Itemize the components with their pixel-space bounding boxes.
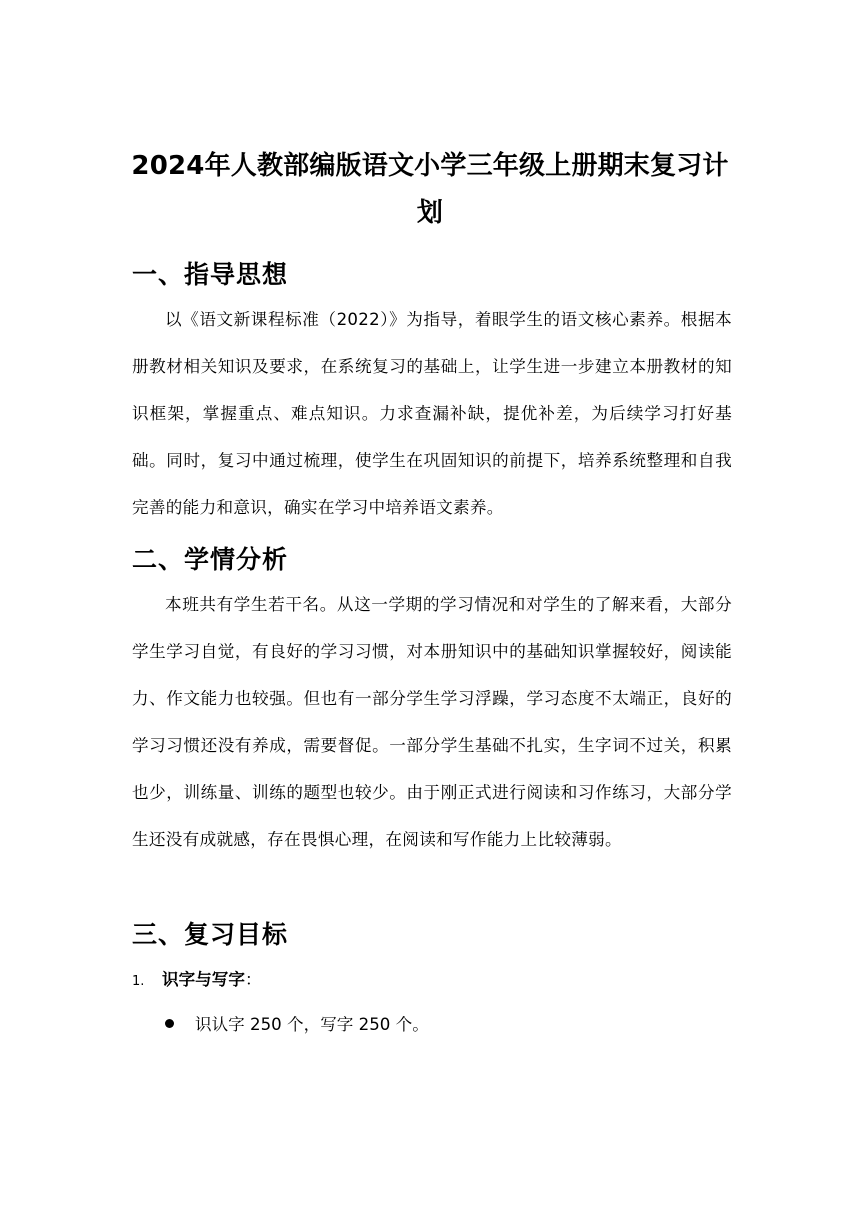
- list-number: 1.: [132, 974, 145, 989]
- document-title: 2024年人教部编版语文小学三年级上册期末复习计划: [131, 151, 729, 228]
- section-heading-student-analysis: 二、学情分析: [132, 545, 289, 574]
- list-item-suffix: ：: [244, 970, 262, 989]
- list-item-literacy-writing: [132, 968, 262, 994]
- bullet-item-character-count: [165, 1013, 429, 1037]
- bullet-text: 识认字 250 个，写字 250 个。: [195, 1015, 429, 1034]
- section-heading-review-goals: 三、复习目标: [132, 920, 289, 949]
- section-paragraph-student-analysis: 本班共有学生若干名。从这一学期的学习情况和对学生的了解来看，大部分学生学习自觉，有良好的学习习惯，对本册知识中的基础知识掌握较好，阅读能力、作文能力也较强。但也有一部分学生学习浮躁，学习态度不太端正，良好的学习习惯还没有养成，需要督促。一部分学生基础不扎实，生字词不过关，积累也少，训练量、训练的题型也较少。由于刚正式进行阅读和习作练习，大部分学生还没有成就感，存在畏惧心理，在阅读和写作能力上比较薄弱。: [132, 595, 732, 849]
- list-item-label: 识字与写字: [162, 970, 245, 989]
- section-heading-guiding-ideology: 一、指导思想: [132, 260, 289, 289]
- bullet-icon: [165, 1019, 174, 1028]
- section-paragraph-guiding-ideology: 以《语文新课程标准（2022）》为指导，着眼学生的语文核心素养。根据本册教材相关知识及要求，在系统复习的基础上，让学生进一步建立本册教材的知识框架，掌握重点、难点知识。力求查漏补缺，提优补差，为后续学习打好基础。同时，复习中通过梳理，使学生在巩固知识的前提下，培养系统整理和自我完善的能力和意识，确实在学习中培养语文素养。: [132, 310, 732, 517]
